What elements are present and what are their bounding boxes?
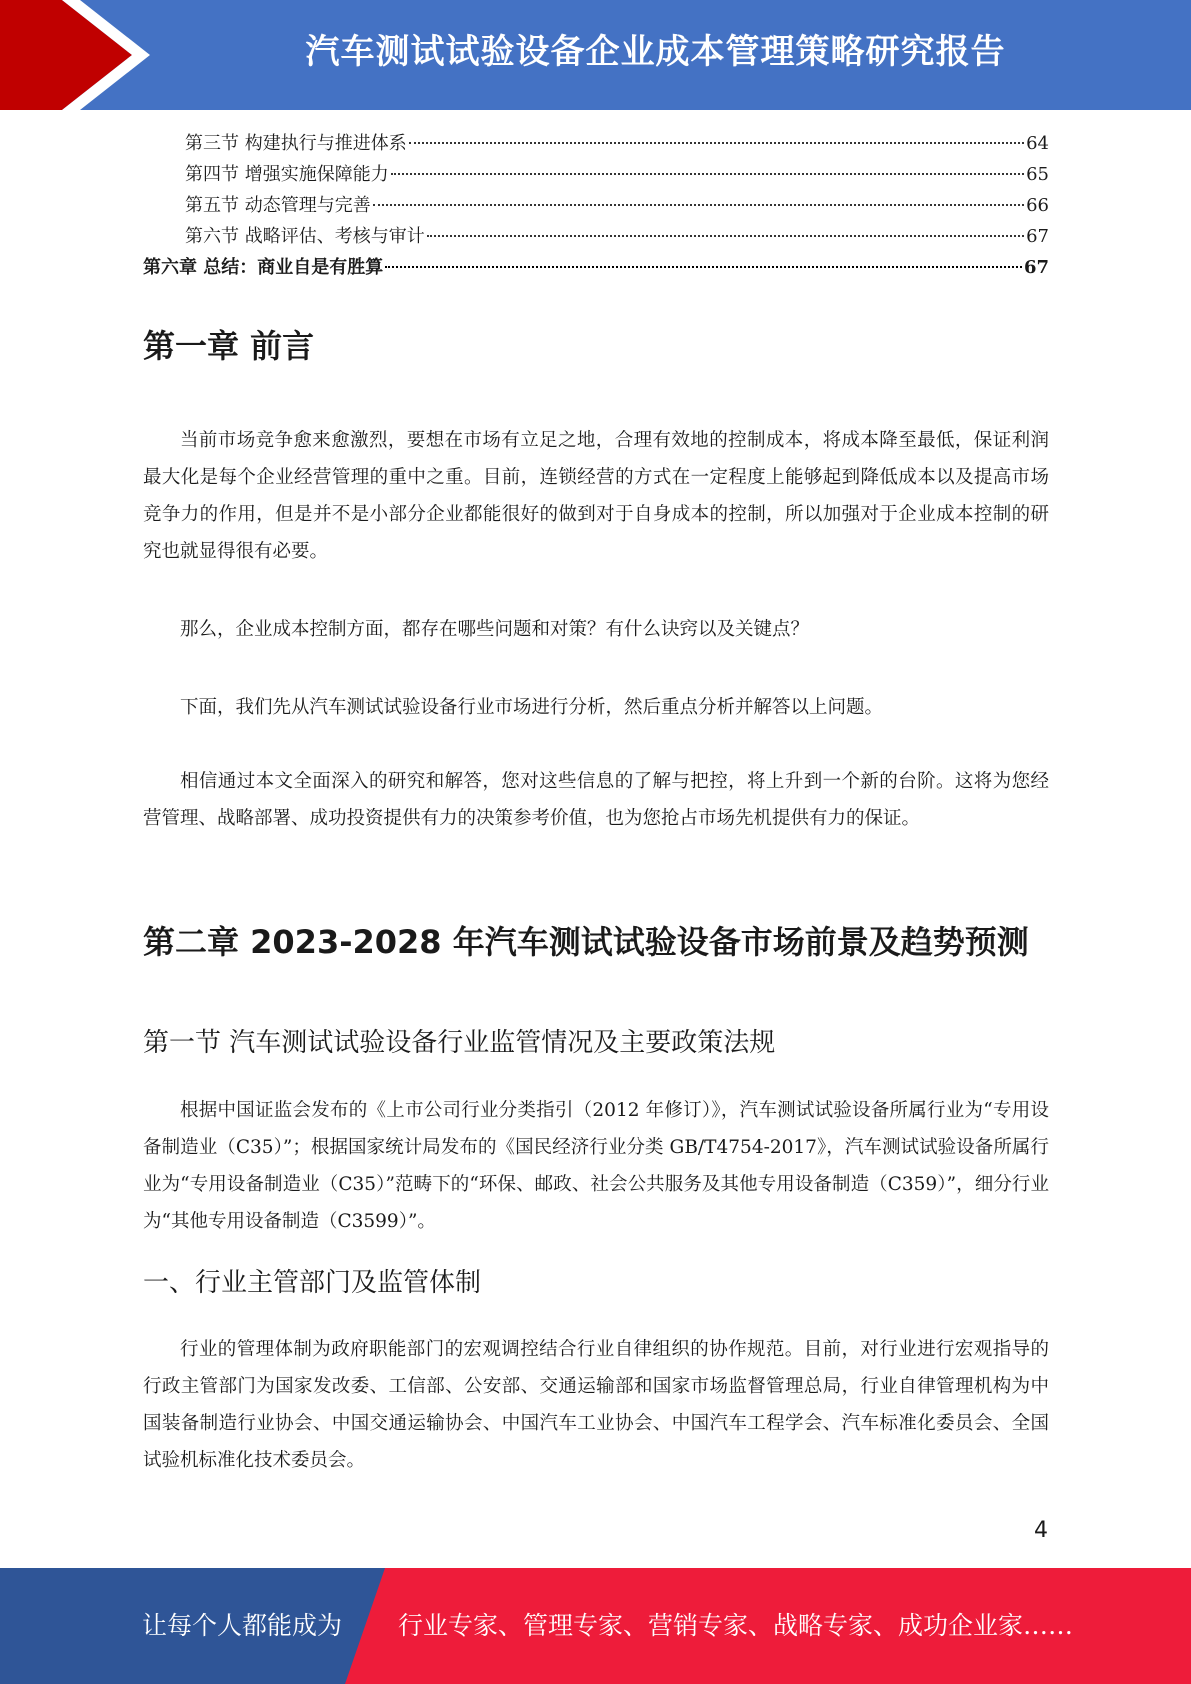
toc-entry-page: 64 [1026,133,1049,154]
footer-slogan-right: 行业专家、管理专家、营销专家、战略专家、成功企业家…… [398,1611,1074,1640]
page-header [0,0,1191,110]
paragraph: 行业的管理体制为政府职能部门的宏观调控结合行业自律组织的协作规范。目前，对行业进行宏观指导的行政主管部门为国家发改委、工信部、公安部、交通运输部和国家市场监督管理总局，行业自律管理机构为中国装备制造行业协会、中国交通运输协会、中国汽车工业协会、中国汽车工程学会、汽车标准化委员会、全国试验机标准化技术委员会。 [143,1339,1049,1471]
page-footer [0,1568,1191,1684]
footer-slogan-left: 让每个人都能成为 [142,1611,343,1640]
report-title: 汽车测试试验设备企业成本管理策略研究报告 [305,32,1006,72]
paragraph: 根据中国证监会发布的《上市公司行业分类指引（2012 年修订）》，汽车测试试验设备所属行业为“专用设备制造业（C35）”；根据国家统计局发布的《国民经济行业分类 GB/T4754-2017》，汽车测试试验设备所属行业为“专用设备制造业（C35）”范畴下的“环保、邮政、社会公共服务及其他专用设备制造（C359）”，细分行业为“其他专用设备制造（C3599）”。 [143,1100,1049,1232]
toc-leader [391,173,1024,175]
table-of-contents [143,128,1049,283]
toc-entry-page: 67 [1026,226,1049,247]
toc-entry-page: 67 [1023,257,1049,278]
toc-entry-page: 65 [1026,164,1049,185]
toc-entry[interactable] [143,128,1049,159]
paragraph: 下面，我们先从汽车测试试验设备行业市场进行分析，然后重点分析并解答以上问题。 [180,697,884,718]
toc-entry-label: 第六节 战略评估、考核与审计 [185,226,425,247]
toc-entry-label: 第三节 构建执行与推进体系 [185,133,407,154]
toc-entry[interactable] [143,159,1049,190]
toc-leader [427,235,1024,237]
toc-entry[interactable] [143,190,1049,221]
paragraph: 相信通过本文全面深入的研究和解答，您对这些信息的了解与把控，将上升到一个新的台阶。这将为您经营管理、战略部署、成功投资提供有力的决策参考价值，也为您抢占市场先机提供有力的保证。 [143,771,1049,829]
subsection-heading: 一、行业主管部门及监管体制 [143,1268,482,1298]
toc-entry-label: 第六章 总结：商业自是有胜算 [143,257,384,278]
toc-entry-page: 66 [1026,195,1049,216]
toc-leader [409,142,1024,144]
toc-leader [373,204,1024,206]
chapter-1-heading: 第一章 前言 [143,327,315,365]
paragraph: 当前市场竞争愈来愈激烈，要想在市场有立足之地，合理有效地的控制成本，将成本降至最低，保证利润最大化是每个企业经营管理的重中之重。目前，连锁经营的方式在一定程度上能够起到降低成本以及提高市场竞争力的作用，但是并不是小部分企业都能很好的做到对于自身成本的控制，所以加强对于企业成本控制的研究也就显得很有必要。 [143,430,1049,562]
toc-entry-label: 第四节 增强实施保障能力 [185,164,389,185]
toc-entry-chapter[interactable] [143,252,1049,283]
section-heading: 第一节 汽车测试试验设备行业监管情况及主要政策法规 [143,1028,776,1058]
toc-leader [385,266,1022,268]
toc-entry-label: 第五节 动态管理与完善 [185,195,371,216]
chapter-2-heading: 第二章 2023-2028 年汽车测试试验设备市场前景及趋势预测 [143,923,1029,961]
header-arrow-decoration [0,0,160,110]
paragraph: 那么，企业成本控制方面，都存在哪些问题和对策？有什么诀窍以及关键点？ [180,619,810,640]
toc-entry[interactable] [143,221,1049,252]
page-number: 4 [1034,1518,1048,1543]
